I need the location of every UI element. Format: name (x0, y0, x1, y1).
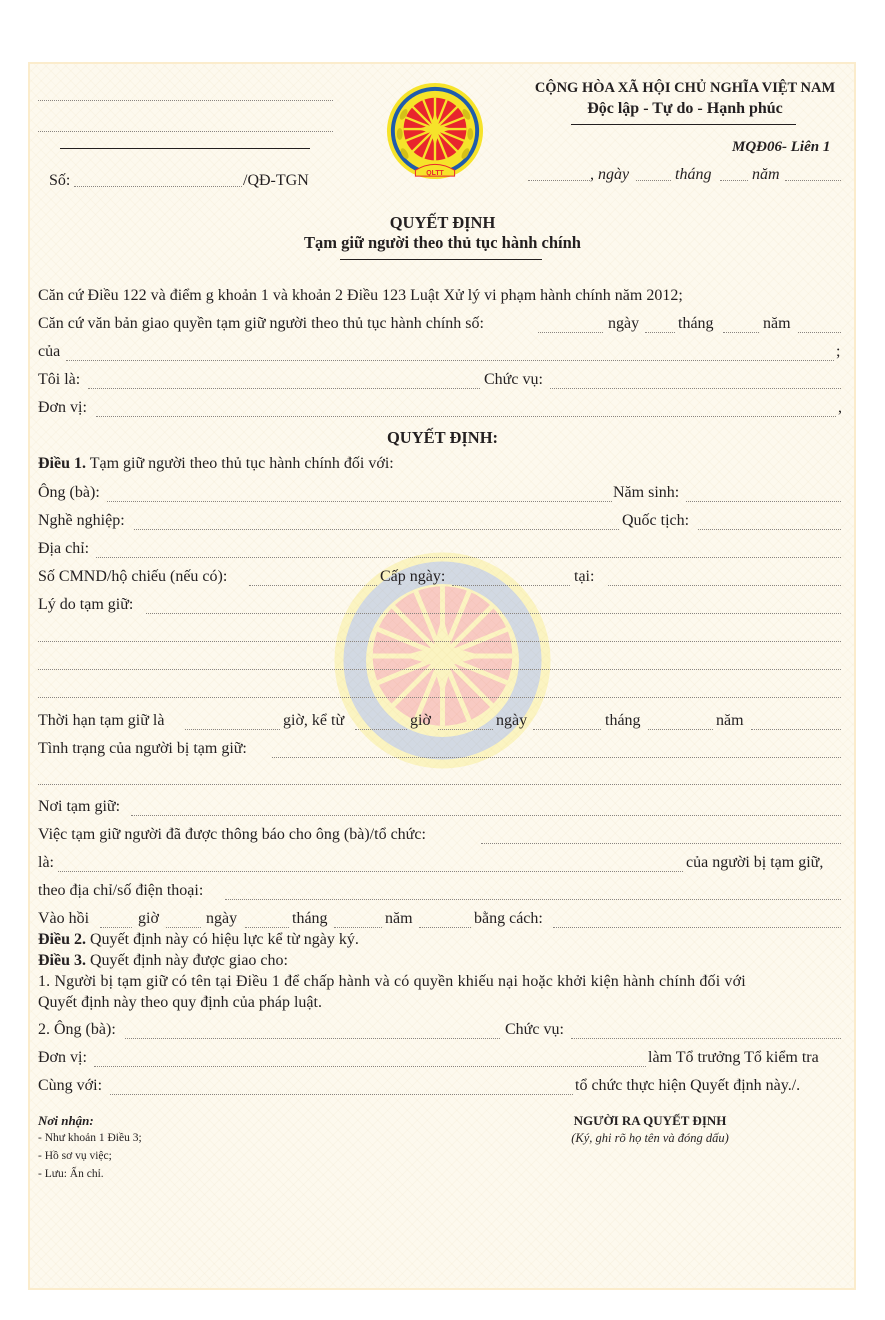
issuer-unit-row: Đơn vị: , (38, 399, 842, 416)
issuer-name-field[interactable] (88, 388, 480, 389)
notify-day-field[interactable] (245, 927, 289, 928)
signer-note: (Ký, ghi rõ họ tên và đóng dấu) (571, 1131, 729, 1145)
issuer-row: Tôi là: Chức vụ: (38, 371, 841, 393)
co-executors-field[interactable] (110, 1094, 573, 1095)
notify-hour-field[interactable] (100, 927, 132, 928)
start-day-field[interactable] (533, 729, 601, 730)
occupation-field[interactable] (134, 529, 619, 530)
authorization-day-field[interactable] (645, 332, 675, 333)
authorization-month-field[interactable] (723, 332, 759, 333)
id-number-field[interactable] (249, 585, 377, 586)
article-3-item-1-line-1: 1. Người bị tạm giữ có tên tại Điều 1 để chấp hành và có quyền khiếu nại hoặc khởi kiện hành chính đối với (38, 973, 746, 990)
document-title: QUYẾT ĐỊNH (389, 213, 496, 232)
document-subtitle: Tạm giữ người theo thủ tục hành chính (304, 233, 581, 252)
agency-line-1[interactable] (38, 100, 333, 101)
contact-field[interactable] (225, 899, 841, 900)
reason-line-2[interactable] (38, 641, 841, 642)
nationality-field[interactable] (698, 529, 841, 530)
team-leader-unit-row: Đơn vị: làm Tổ trưởng Tổ kiểm tra (38, 1049, 819, 1066)
police-emblem-icon (386, 80, 484, 184)
preamble-line-3: của ; (38, 343, 841, 360)
authorizer-field[interactable] (66, 360, 834, 361)
condition-row: Tình trạng của người bị tạm giữ: (38, 740, 841, 762)
number-label: Số: (49, 172, 71, 189)
occupation-row: Nghề nghiệp: Quốc tịch: (38, 512, 841, 534)
date-year-label: năm (752, 166, 780, 183)
detainee-name-row: Ông (bà): Năm sinh: (38, 484, 841, 506)
notify-method-field[interactable] (553, 927, 841, 928)
reason-line-4[interactable] (38, 697, 841, 698)
recipient-item: - Hồ sơ vụ việc; (38, 1150, 112, 1162)
motto-underline (571, 124, 796, 125)
preamble-line-1: Căn cứ Điều 122 và điểm g khoản 1 và khoản 2 Điều 123 Luật Xử lý vi phạm hành chính năm 2012; (38, 287, 683, 304)
team-leader-name-field[interactable] (125, 1038, 500, 1039)
recipient-item: - Lưu: Ấn chỉ. (38, 1168, 104, 1180)
svg-text:QLTT: QLTT (426, 170, 444, 178)
start-hour-field[interactable] (355, 729, 407, 730)
authorization-year-field[interactable] (798, 332, 841, 333)
issuer-unit-field[interactable] (96, 416, 836, 417)
reason-line-3[interactable] (38, 669, 841, 670)
co-executors-row: Cùng với: tổ chức thực hiện Quyết định này./. (38, 1077, 801, 1094)
authorization-number-field[interactable] (538, 332, 603, 333)
detention-place-row: Nơi tạm giữ: (38, 798, 841, 820)
condition-field[interactable] (272, 757, 841, 758)
form-code: MQĐ06- Liên 1 (732, 139, 831, 155)
article-2: Điều 2. Quyết định này có hiệu lực kể từ ngày ký. (38, 931, 359, 948)
issuer-position-field[interactable] (550, 388, 841, 389)
relationship-row: là: của người bị tạm giữ, (38, 854, 824, 871)
article-1-heading: Điều 1. Tạm giữ người theo thủ tục hành chính đối với: (38, 455, 394, 472)
id-issue-date-field[interactable] (452, 585, 570, 586)
start-month-field[interactable] (648, 729, 713, 730)
preamble-line-2: Căn cứ văn bản giao quyền tạm giữ người theo thủ tục hành chính số: ngày tháng năm (38, 315, 841, 337)
date-month-field[interactable] (720, 180, 748, 181)
detention-place-field[interactable] (131, 815, 841, 816)
id-row: Số CMND/hộ chiếu (nếu có): Cấp ngày: tại: (38, 568, 841, 590)
address-row: Địa chỉ: (38, 540, 841, 562)
id-issue-place-field[interactable] (608, 585, 841, 586)
date-year-field[interactable] (785, 180, 841, 181)
duration-hours-field[interactable] (185, 729, 280, 730)
national-motto: Độc lập - Tự do - Hạnh phúc (587, 100, 783, 117)
contact-row: theo địa chỉ/số điện thoại: (38, 882, 841, 904)
agency-line-2[interactable] (38, 131, 333, 132)
article-3-item-1-line-2: Quyết định này theo quy định của pháp luật. (38, 994, 322, 1011)
recipient-item: - Như khoản 1 Điều 3; (38, 1132, 142, 1144)
relationship-field[interactable] (58, 871, 683, 872)
start-day-blank[interactable] (438, 729, 493, 730)
title-underline (340, 259, 542, 260)
nation-name: CỘNG HÒA XÃ HỘI CHỦ NGHĨA VIỆT NAM (534, 80, 836, 96)
notified-party-field[interactable] (481, 843, 841, 844)
notify-year-field[interactable] (419, 927, 471, 928)
reason-field[interactable] (146, 613, 841, 614)
notify-blank-field[interactable] (166, 927, 201, 928)
number-field[interactable] (74, 186, 242, 187)
agency-underline (60, 148, 310, 149)
address-field[interactable] (96, 557, 841, 558)
condition-line-2[interactable] (38, 784, 841, 785)
article-3-item-2-row: 2. Ông (bà): Chức vụ: (38, 1021, 841, 1043)
date-day-label: , ngày (590, 166, 630, 183)
number-suffix: /QĐ-TGN (243, 172, 309, 189)
start-year-field[interactable] (751, 729, 841, 730)
recipients-title: Nơi nhận: (38, 1113, 94, 1128)
decision-heading: QUYẾT ĐỊNH: (386, 428, 499, 447)
notified-row: Việc tạm giữ người đã được thông báo cho ông (bà)/tổ chức: (38, 826, 841, 848)
reason-row: Lý do tạm giữ: (38, 596, 841, 618)
date-day-field[interactable] (636, 180, 671, 181)
team-leader-unit-field[interactable] (94, 1066, 646, 1067)
notification-time-row: Vào hồi giờ ngày tháng năm bằng cách: (38, 910, 841, 932)
notify-month-field[interactable] (334, 927, 382, 928)
team-leader-position-field[interactable] (571, 1038, 841, 1039)
article-3-heading: Điều 3. Quyết định này được giao cho: (38, 952, 288, 969)
date-month-label: tháng (675, 166, 712, 183)
duration-row: Thời hạn tạm giữ là giờ, kể từ giờ ngày tháng năm (38, 712, 841, 734)
place-field[interactable] (528, 180, 590, 181)
signer-title: NGƯỜI RA QUYẾT ĐỊNH (573, 1113, 727, 1128)
birth-year-field[interactable] (686, 501, 841, 502)
detainee-name-field[interactable] (107, 501, 612, 502)
